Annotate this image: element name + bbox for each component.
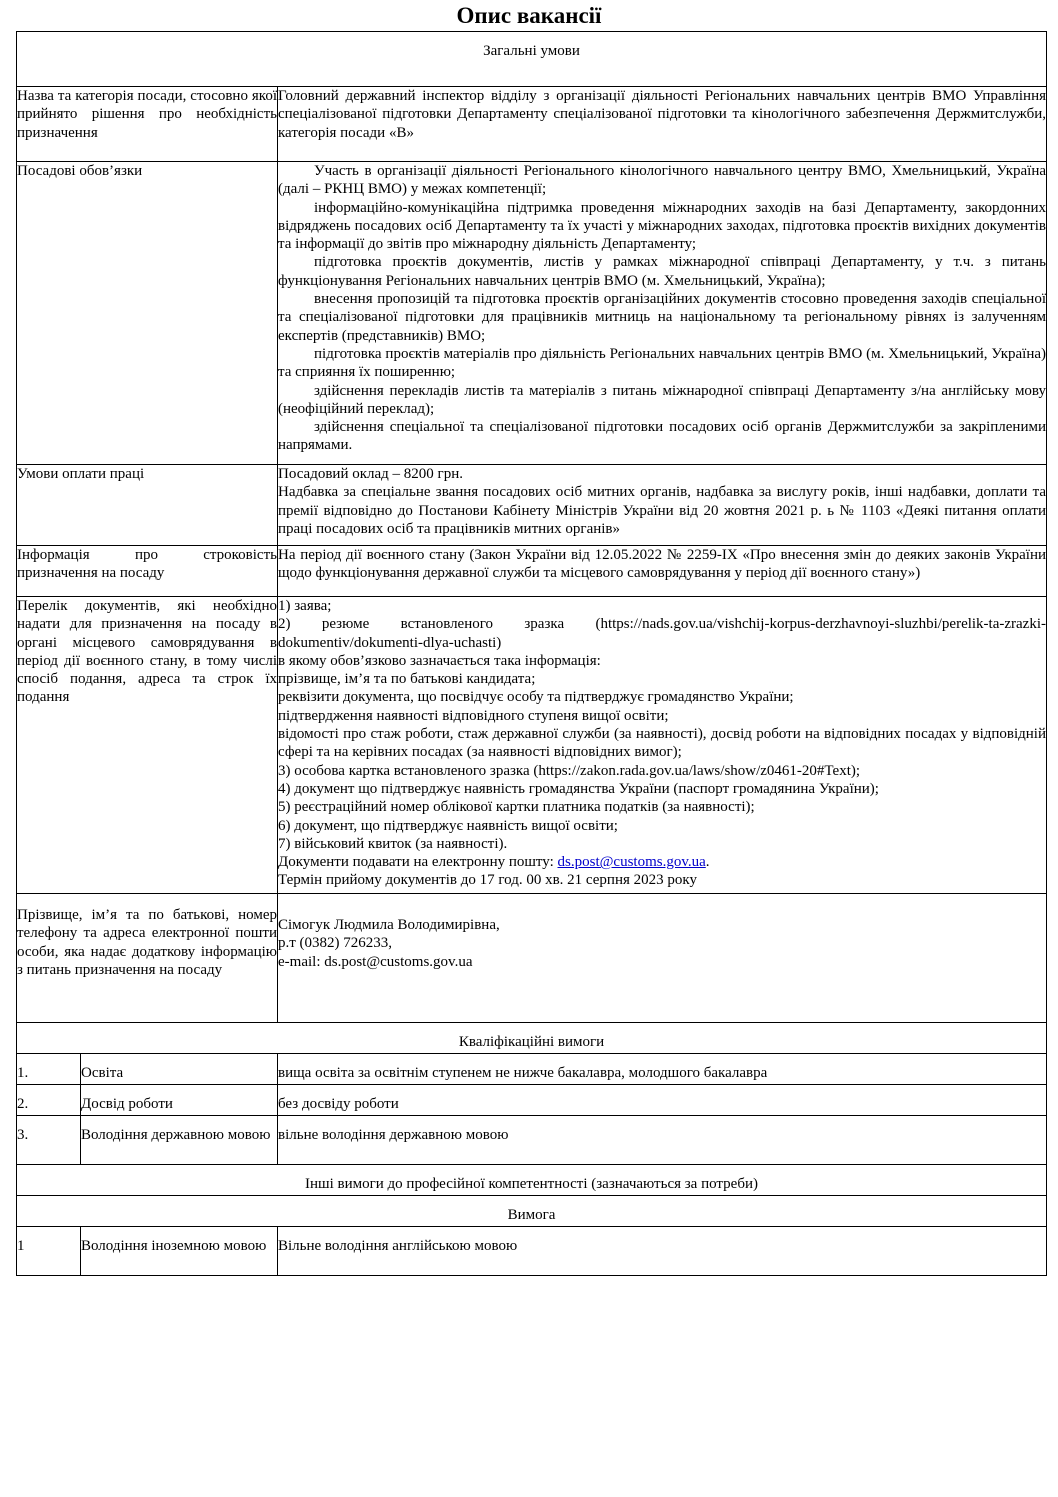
- salary-label: Умови оплати праці: [17, 465, 278, 546]
- contact-value: [278, 894, 1047, 1023]
- contact-row: [17, 894, 1047, 1023]
- salary-row: [17, 465, 1047, 546]
- duty-item: підготовка проєктів документів, листів у рамках міжнародної співпраці Департаменту, у т.ч. з питань функціонування Регіональних навчальних центрів ВМО (м. Хмельницький, Україна);: [278, 254, 1047, 289]
- qualification-row: [17, 1116, 1047, 1165]
- term-value: На період дії воєнного стану (Закон України від 12.05.2022 № 2259-IX «Про внесення змін до деяких законів України щодо функціонування державної служби та місцевого самоврядування у період дії воєнного стану»): [278, 546, 1047, 597]
- salary-base: Посадовий оклад – 8200 грн.: [278, 466, 463, 482]
- doc-line: 1) заява;: [278, 598, 332, 614]
- salary-value: [278, 465, 1047, 546]
- vacancy-table: [16, 31, 1047, 1276]
- requirement-num: 1: [17, 1227, 81, 1276]
- qualification-value: без досвіду роботи: [278, 1085, 1047, 1116]
- contact-phone: р.т (0382) 726233,: [278, 935, 393, 952]
- qualification-name: Володіння державною мовою: [81, 1116, 278, 1165]
- qualification-num: 2.: [17, 1085, 81, 1116]
- doc-line: в якому обов’язково зазначається така інформація:: [278, 652, 601, 669]
- submit-email-suffix: .: [705, 854, 710, 871]
- documents-label: Перелік документів, які необхідно надати для призначення на посаду в органі місцевого самоврядування в період дії воєнного стану, в тому числі спосіб подання, адреса та строк їх подання: [17, 597, 278, 894]
- documents-row: [17, 597, 1047, 894]
- submit-email-line: [278, 853, 1046, 871]
- qualification-num: 1.: [17, 1054, 81, 1085]
- qualification-header: Кваліфікаційні вимоги: [17, 1023, 1047, 1054]
- duties-label: Посадові обов’язки: [17, 162, 278, 465]
- qualification-header-row: [17, 1023, 1047, 1054]
- duty-item: внесення пропозицій та підготовка проєктів організаційних документів стосовно проведення заходів спеціальної та спеціалізованої підготовки для працівників митниць на національному та регіональному рівнях із залученням експертів (представників) ВМО;: [278, 291, 1047, 344]
- requirement-row: [17, 1227, 1047, 1276]
- other-header-row: [17, 1165, 1047, 1196]
- general-header-row: [17, 32, 1047, 87]
- qualification-num: 3.: [17, 1116, 81, 1165]
- duties-row: [17, 162, 1047, 465]
- position-label: Назва та категорія посади, стосовно якої прийнято рішення про необхідність призначення: [17, 87, 278, 162]
- duty-item: підготовка проєктів матеріалів про діяльність Регіональних навчальних центрів ВМО (м. Хмельницький, Україна) та сприяння їх поширенню;: [278, 345, 1047, 381]
- position-row: [17, 87, 1047, 162]
- submit-email-prefix: Документи подавати на електронну пошту:: [278, 854, 558, 871]
- term-label: Інформація про строковість призначення на посаду: [17, 546, 278, 597]
- general-header: Загальні умови: [17, 32, 1047, 87]
- contact-email: e-mail: ds.post@customs.gov.ua: [278, 953, 473, 970]
- contact-label: Прізвище, ім’я та по батькові, номер телефону та адреса електронної пошти особи, яка надає додаткову інформацію з питань призначення на посаду: [17, 894, 278, 1023]
- term-row: [17, 546, 1047, 597]
- submit-email-link[interactable]: ds.post@customs.gov.ua: [557, 854, 706, 871]
- doc-line: 5) реєстраційний номер облікової картки платника податків (за наявності);: [278, 799, 755, 816]
- doc-line: підтвердження наявності відповідного ступеня вищої освіти;: [278, 707, 669, 724]
- requirement-name: Володіння іноземною мовою: [81, 1227, 278, 1276]
- doc-line: відомості про стаж роботи, стаж державної служби (за наявності), досвід роботи на відповідних посадах у відповідній сфері та на керівних посадах (за наявності відповідних вимог);: [278, 726, 1047, 761]
- qualification-name: Освіта: [81, 1054, 278, 1085]
- doc-line: 4) документ що підтверджує наявність громадянства України (паспорт громадянина України);: [278, 780, 879, 797]
- requirement-value: Вільне володіння англійською мовою: [278, 1227, 1047, 1276]
- doc-line: прізвище, ім’я та по батькові кандидата;: [278, 671, 536, 688]
- qualification-value: вища освіта за освітнім ступенем не нижче бакалавра, молодшого бакалавра: [278, 1054, 1047, 1085]
- other-header: Інші вимоги до професійної компетентності (зазначаються за потреби): [17, 1165, 1047, 1196]
- duty-item: Участь в організації діяльності Регіонального кінологічного навчального центру ВМО, Хмельницький, Україна (далі – РКНЦ ВМО) у межах компетенції;: [278, 163, 1047, 198]
- requirement-header-row: [17, 1196, 1047, 1227]
- requirement-header: Вимога: [17, 1196, 1047, 1227]
- doc-line: 3) особова картка встановленого зразка (https://zakon.rada.gov.ua/laws/show/z0461-20#Text);: [278, 762, 861, 779]
- doc-line: 7) військовий квиток (за наявності).: [278, 835, 508, 852]
- documents-list: [278, 597, 1047, 894]
- qualification-row: [17, 1054, 1047, 1085]
- doc-deadline: Термін прийому документів до 17 год. 00 хв. 21 серпня 2023 року: [278, 872, 697, 889]
- duties-list: [278, 162, 1047, 465]
- duty-item: інформаційно-комунікаційна підтримка проведення міжнародних заходів на базі Департаменту, закордонних відряджень посадових осіб Департаменту та їх участі у міжнародних заходах, підготовка проєктів вихідних документів та інформації до звітів про міжнародну діяльність Департаменту;: [278, 199, 1047, 253]
- doc-line: 2) резюме встановленого зразка (https://nads.gov.ua/vishchij-korpus-derzhavnoyi-sluzhbi/perelik-ta-zrazki-dokumentiv/dokumenti-dlya-uchasti): [278, 616, 1047, 651]
- position-value: Головний державний інспектор відділу з організації діяльності Регіональних навчальних центрів ВМО Управління спеціалізованої підготовки Департаменту спеціалізованої підготовки та кінологічного забезпечення Держмитслужби, категорія посади «В»: [278, 87, 1047, 162]
- qualification-name: Досвід роботи: [81, 1085, 278, 1116]
- doc-line: 6) документ, що підтверджує наявність вищої освіти;: [278, 817, 618, 834]
- qualification-row: [17, 1085, 1047, 1116]
- duty-item: здійснення перекладів листів та матеріалів з питань міжнародної співпраці Департаменту з/на англійську мову (неофіційний переклад);: [278, 382, 1047, 417]
- duty-item: здійснення спеціальної та спеціалізованої підготовки посадових осіб органів Держмитслужби за закріпленими напрямами.: [278, 419, 1047, 454]
- doc-line: реквізити документа, що посвідчує особу та підтверджує громадянство України;: [278, 689, 794, 706]
- contact-name: Сімогук Людмила Володимирівна,: [278, 917, 500, 933]
- salary-bonuses: Надбавка за спеціальне звання посадових осіб митних органів, надбавка за вислугу років, інші надбавки, доплати та премії відповідно до Постанови Кабінету Міністрів України від 20 жовтня 2021 р. ь № 1103 «Деякі питання оплати праці посадових осіб та працівників митних органів»: [278, 484, 1047, 537]
- qualification-value: вільне володіння державною мовою: [278, 1116, 1047, 1165]
- page-title: Опис вакансії: [456, 3, 602, 28]
